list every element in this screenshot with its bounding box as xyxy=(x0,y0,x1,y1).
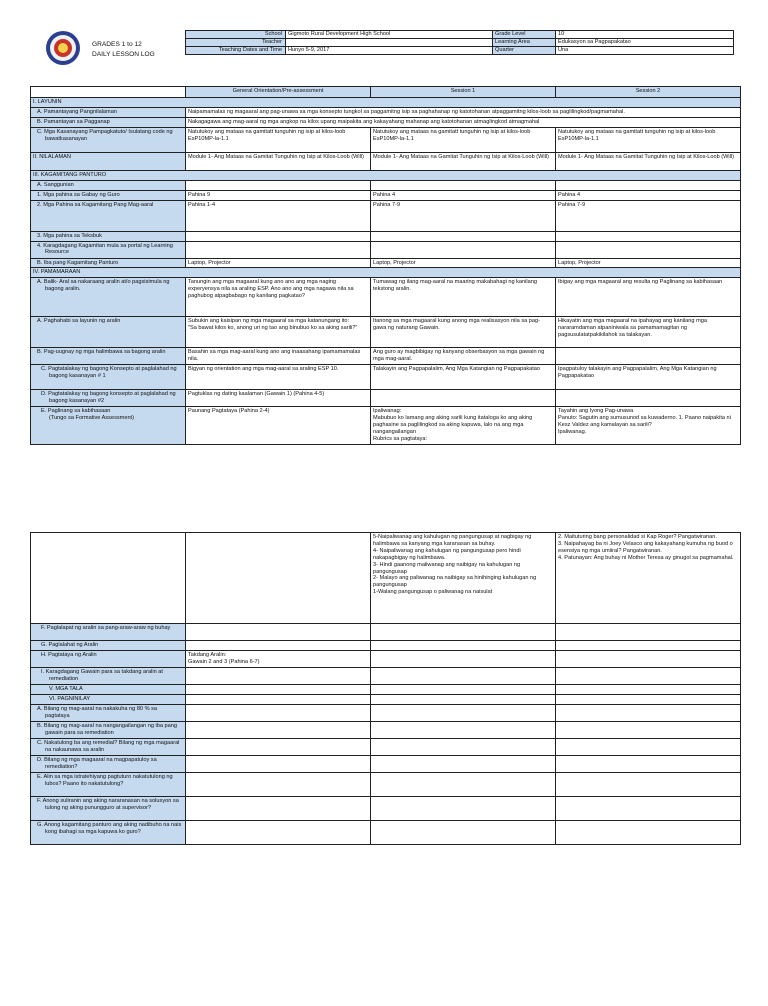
balik-aral-session-1: Tumawag ng ilang mag-aaral na maaring makabahagi ng kanilang tekstong aralin. xyxy=(371,278,556,317)
cell-empty xyxy=(186,721,371,738)
iba-pang-kagamitan-session-2: Laptop, Projector xyxy=(556,258,741,268)
row-label-reflection-e: E. Alin sa mga istratehiyang pagtuturo nakatutulong ng lubos? Paano ito nakatutulong? xyxy=(31,772,186,796)
cell-empty xyxy=(186,684,371,694)
balik-aral-orientation: Tanungin ang mga magaaral kung ano ano ang mga naging experyensya nila sa araling ESP. Ano ano ang mga nagawa nila sa paghubog atpagbabago ng kanilang pagkatao? xyxy=(186,278,371,317)
header-info-table xyxy=(185,30,734,55)
teacher-value xyxy=(286,39,493,47)
lesson-log-table xyxy=(30,86,741,445)
cell-empty xyxy=(186,820,371,844)
cell-empty xyxy=(371,694,556,704)
cell-empty xyxy=(556,231,741,241)
dates-value: Hunyo 5-9, 2017 xyxy=(286,47,493,55)
section-kagamitang-panturo: III. KAGAMITANG PANTURO xyxy=(31,170,741,180)
cell-empty xyxy=(556,641,741,651)
row-label-balik-aral: A. Balik- Aral sa nakaraang aralin at/o pagsisimula ng bagong aralin. xyxy=(31,278,186,317)
lesson-log-table-continued xyxy=(30,532,741,845)
document-title xyxy=(92,40,155,60)
row-label-paghahabi: A. Paghahabi sa layunin ng aralin xyxy=(31,317,186,348)
cell-empty xyxy=(186,738,371,755)
row-label-pamantayang-pangnilalaman: A. Pamantayang Pangnilalaman xyxy=(31,107,186,117)
iba-pang-kagamitan-session-1: Laptop, Projector xyxy=(371,258,556,268)
corner-cell xyxy=(31,87,186,98)
cell-empty xyxy=(371,624,556,641)
section-layunin: I. LAYUNIN xyxy=(31,98,741,108)
row-label-sanggunian: A. Sanggunian xyxy=(31,180,186,190)
cell-empty xyxy=(556,721,741,738)
cell-empty xyxy=(556,796,741,820)
cell-empty xyxy=(556,180,741,190)
dates-label: Teaching Dates and Time xyxy=(186,47,286,55)
cell-empty xyxy=(371,650,556,667)
nilalaman-session-2: Module 1- Ang Mataas na Gamitat Tunguhin ng Isip at Kilos-Loob (Will) xyxy=(556,152,741,170)
cell-empty xyxy=(556,624,741,641)
cell-empty xyxy=(31,533,186,624)
cell-empty xyxy=(371,241,556,258)
cell-empty xyxy=(556,755,741,772)
paghahabi-orientation: Subukin ang kaisipan ng mga magaaral sa mga katanungang ito: "Sa bawat kilos ko, anong uri ng tao ang binubuo ko sa aking sarili?" xyxy=(186,317,371,348)
quarter-value: Una xyxy=(556,47,734,55)
col-header-session-2: Session 2 xyxy=(556,87,741,98)
row-label-pagtataya: H. Pagtataya ng Aralin xyxy=(31,650,186,667)
col-header-session-1: Session 1 xyxy=(371,87,556,98)
row-label-mga-tala: V. MGA TALA xyxy=(31,684,186,694)
pamantayang-pangnilalaman-text: Naipamamalas ng magaaral ang pag-unawa sa mga konsepto tungkol sa paggamitng isip sa paghahanap ng katotohanan atpaggamitng kilos-loob sa paglilingkod/pagmamahal. xyxy=(186,107,741,117)
cell-empty xyxy=(371,738,556,755)
konsepto-1-orientation: Bigyan ng orientation ang mga mag-aaral sa araling ESP 10. xyxy=(186,365,371,390)
row-label-konsepto-1: C. Pagtatalakay ng bagong Konsepto at paglalahad ng bagong kasanayan # 1 xyxy=(31,365,186,390)
pamantayan-sa-pagganap-text: Nakagagawa ang mag-aaral ng mga angkop na kilos upang maipakita ang kakayahang mahanap ang katotohanan atmaglingkod atmagmahal xyxy=(186,117,741,127)
row-label-paglinang: E. Paglinang sa kabihasaan (Tungo sa Formative Assessment) xyxy=(31,407,186,445)
cell-empty xyxy=(556,667,741,684)
area-value: Edukasyon sa Pagpapakatao xyxy=(556,39,734,47)
cell-empty xyxy=(371,755,556,772)
row-label-kagamitang-pang-mag-aaral: 2. Mga Pahina sa Kagamitang Pang Mag-aaral xyxy=(31,200,186,231)
kasanayan-session-1: Natutukoy ang mataas na gamitatt tunguhin ng isip at kilos-loob EsP10MP-la-1.1 xyxy=(371,127,556,152)
konsepto-2-session-1 xyxy=(371,390,556,407)
cell-empty xyxy=(371,684,556,694)
row-label-paglalapat: F. Paglalapat ng aralin sa pang-araw-araw ng buhay xyxy=(31,624,186,641)
kasanayan-orientation: Natutukoy ang mataas na gamitatt tunguhin ng isip at kilos-loob EsP10MP-la-1.1 xyxy=(186,127,371,152)
cell-empty xyxy=(371,796,556,820)
paglinang-session-1: Ipaliwanag: Mabubuo ko lamang ang aking sarili kung itataloga ko ang aking paghasine sa paglilingkod sa aking kapuwa, lalo na ang mga nangangailangan Rubrics sa pagtataya: xyxy=(371,407,556,445)
quarter-label: Quarter xyxy=(493,47,556,55)
row-label-pamantayan-sa-pagganap: B. Pamantayan sa Pagganap xyxy=(31,117,186,127)
paghahabi-session-2: Hikayatin ang mga magaaral na ipahayag ang kanilang mga nararamdaman atpaniniwala sa pamamamagitan ng pagsusulatatpakikilahok sa talakayan. xyxy=(556,317,741,348)
cell-empty xyxy=(186,641,371,651)
grade-label: Grade Level xyxy=(493,31,556,39)
row-label-reflection-c: C. Nakatulong ba ang remedial? Bilang ng mga magaaral na nakaunawa sa aralin xyxy=(31,738,186,755)
cell-empty xyxy=(371,772,556,796)
row-label-reflection-g: G. Anong kagamitang panturo ang aking nadibuho na nais kong ibahagi sa mga kapuwa ko guro? xyxy=(31,820,186,844)
cell-empty xyxy=(186,624,371,641)
cell-empty xyxy=(186,694,371,704)
pag-uugnay-orientation: Basahin sa mga mag-aaral kung ano ang inaasahang ipamamamalas nila. xyxy=(186,348,371,365)
teacher-label: Teacher xyxy=(186,39,286,47)
cell-empty xyxy=(556,738,741,755)
rubrics-continued-session-1: 5-Naipaliwanag ang kahulugan ng pangungusap at nagbigay ng halimbawa sa kanyang mga karanasan sa buhay. 4- Naipaliwanag ang kahulugan ng pangungusap pero hindi nakapagbigay ng halimbawa. 3- Hindi gaanong maliwanag ang naibigay na kahulugan ng pangungusap 2- Malayo ang paliwanag na naibigay sa hinihinging kahulugan ng pangungusap 1-Walang pangungusap o paliwanag na naisulat xyxy=(371,533,556,624)
row-label-konsepto-2: D. Pagtatalakay ng bagong konsepto at paglalahad ng bagong kasanayan #2 xyxy=(31,390,186,407)
paglinang-session-2: Tayahin ang Iyong Pag-unawa Panuto: Sagutin ang sumusunod sa kuwaderno. 1. Paano naipakita ni Kesz Valdez ang kamalayan sa sarili? Ipaliwanag. xyxy=(556,407,741,445)
cell-empty xyxy=(186,772,371,796)
konsepto-2-orientation: Pagtuklas ng dating kaalaman (Gawain 1) (Pahina 4-5) xyxy=(186,390,371,407)
pag-uugnay-session-2 xyxy=(556,348,741,365)
cell-empty xyxy=(186,755,371,772)
cell-empty xyxy=(186,241,371,258)
cell-empty xyxy=(186,796,371,820)
row-label-learning-resource: 4. Karagdagang Kagamitan mula sa portal ng Learning Resource xyxy=(31,241,186,258)
grade-value: 10 xyxy=(556,31,734,39)
col-header-orientation: General Orientation/Pre-assessment xyxy=(186,87,371,98)
cell-empty xyxy=(186,231,371,241)
takdang-aralin-orientation: Takdang Aralin: Gawain 2 and 3 (Pahina 6-7) xyxy=(186,650,371,667)
gabay-session-2: Pahina 4 xyxy=(556,190,741,200)
cell-empty xyxy=(371,231,556,241)
cell-empty xyxy=(371,180,556,190)
row-label-kasanayan: C. Mga Kasanayang Pampagkatuto/ Isulatang code ng bawatkasanayan xyxy=(31,127,186,152)
cell-empty xyxy=(556,241,741,258)
paghahabi-session-1: Itanong sa mga magaaral kung anong mga realisasyon nila sa pag-gawa ng naturang Gawain. xyxy=(371,317,556,348)
kagamitan-session-1: Pahina 7-9 xyxy=(371,200,556,231)
cell-empty xyxy=(371,704,556,721)
cell-empty xyxy=(556,650,741,667)
cell-empty xyxy=(556,772,741,796)
cell-empty xyxy=(186,667,371,684)
row-label-paglalahat: G. Paglalahat ng Aralin xyxy=(31,641,186,651)
cell-empty xyxy=(371,721,556,738)
cell-empty xyxy=(556,704,741,721)
gabay-orientation: Pahina 9 xyxy=(186,190,371,200)
title-line-2: DAILY LESSON LOG xyxy=(92,51,155,58)
deped-seal-logo xyxy=(45,30,81,66)
row-label-reflection-f: F. Anong suliranin ang aking nararanasan na solusyon sa tulong ng aking punungguro at supervisor? xyxy=(31,796,186,820)
cell-empty xyxy=(556,694,741,704)
row-label-teksbuk: 3. Mga pahina sa Teksbuk xyxy=(31,231,186,241)
area-label: Learning Area xyxy=(493,39,556,47)
section-pamamaraan: IV. PAMAMARAAN xyxy=(31,268,741,278)
row-label-reflection-b: B. Bilang ng mag-aaral na nangangailangan ng iba pang gawain para sa remediation xyxy=(31,721,186,738)
cell-empty xyxy=(186,533,371,624)
kasanayan-session-2: Natutukoy ang mataas na gamitatt tunguhin ng isip at kilos-loob EsP10MP-la-1.1 xyxy=(556,127,741,152)
cell-empty xyxy=(186,180,371,190)
konsepto-1-session-2: Ipagpatuloy talakayin ang Pagpapalalim, Ang Mga Katangian ng Pagpapakatao xyxy=(556,365,741,390)
row-label-pagninilay: VI. PAGNINILAY xyxy=(31,694,186,704)
cell-empty xyxy=(186,704,371,721)
school-label: School xyxy=(186,31,286,39)
konsepto-2-session-2 xyxy=(556,390,741,407)
iba-pang-kagamitan-orientation: Laptop, Projector xyxy=(186,258,371,268)
row-label-karagdagang-gawain: I. Karagdagang Gawain para sa takdang aralin at remediation xyxy=(31,667,186,684)
konsepto-1-session-1: Talakayin ang Pagpapalalim, Ang Mga Katangian ng Pagpapakatao xyxy=(371,365,556,390)
balik-aral-session-2: Ibigay ang mga magaaral ang resulta ng Paglinang sa kabihasaan xyxy=(556,278,741,317)
cell-empty xyxy=(371,641,556,651)
nilalaman-orientation: Module 1- Ang Mataas na Gamitat Tunguhin ng Isip at Kilos-Loob (Will) xyxy=(186,152,371,170)
cell-empty xyxy=(371,820,556,844)
cell-empty xyxy=(556,820,741,844)
questions-continued-session-2: 2. Maituturing bang personalidad si Kap Roger? Pangatwiranan. 3. Naipahayag ba ni Joey Velasco ang kakayahang kumuha ng buod o esensiya ng mga umiiral? Pangatwiranan. 4. Patunayan: Ang buhay ni Mother Teresa ay ginugol sa pagmamahal. xyxy=(556,533,741,624)
school-value: Gigmoto Rural Development High School xyxy=(286,31,493,39)
pag-uugnay-session-1: Ang guro ay magbibigay ng kanyang obserbasyon sa mga gawain ng mga mag-aaral. xyxy=(371,348,556,365)
cell-empty xyxy=(371,667,556,684)
row-label-reflection-d: D. Bilang ng mga magaaral na magpapatuloy sa remediation? xyxy=(31,755,186,772)
row-label-reflection-a: A. Bilang ng mag-aaral na nakakuha ng 80 % sa pagtataya xyxy=(31,704,186,721)
nilalaman-session-1: Module 1- Ang Mataas na Gamitat Tunguhin ng Isip at Kilos-Loob (Will) xyxy=(371,152,556,170)
row-label-iba-pang-kagamitan: B. Iba pang Kagamitang Panturo xyxy=(31,258,186,268)
gabay-session-1: Pahina 4 xyxy=(371,190,556,200)
row-label-gabay-ng-guro: 1. Mga pahina sa Gabay ng Guro xyxy=(31,190,186,200)
row-label-nilalaman: II. NILALAMAN xyxy=(31,152,186,170)
row-label-pag-uugnay: B. Pag-uugnay ng mga halimbawa sa bagong aralin xyxy=(31,348,186,365)
paglinang-orientation: Paunang Pagtataya (Pahina 2-4) xyxy=(186,407,371,445)
cell-empty xyxy=(556,684,741,694)
kagamitan-session-2: Pahina 7-9 xyxy=(556,200,741,231)
title-line-1: GRADES 1 to 12 xyxy=(92,41,142,48)
kagamitan-orientation: Pahina 1-4 xyxy=(186,200,371,231)
